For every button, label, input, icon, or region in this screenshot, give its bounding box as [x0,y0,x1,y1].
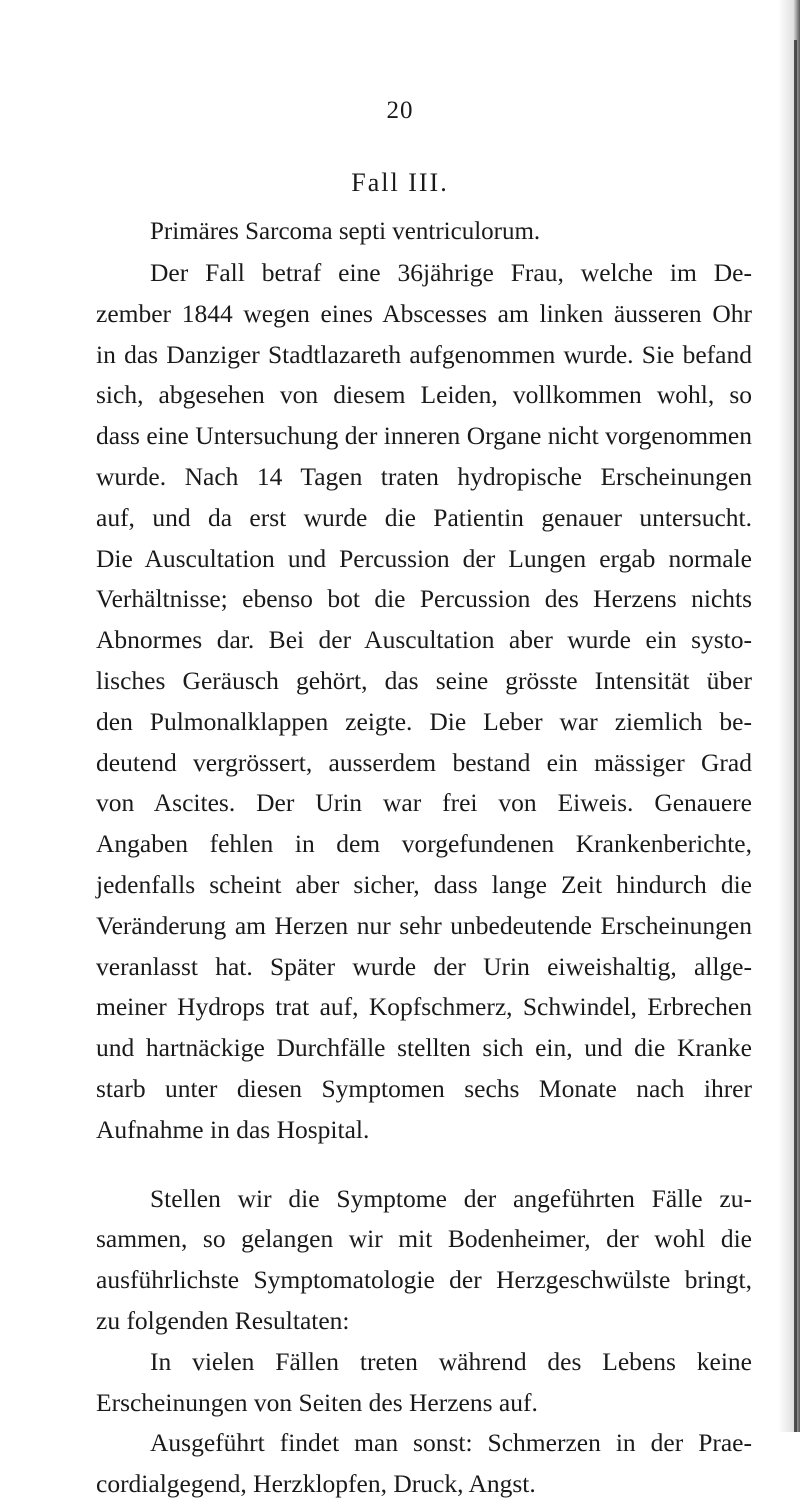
text-line: den Pulmonalklappen zeigte. Die Leber war ziemlich be- [96,707,752,736]
text-line: Abnormes dar. Bei der Auscultation aber wurde ein systo- [96,625,752,654]
text-line: Stellen wir die Symptome der angeführten Fälle zu- [150,1184,752,1213]
text-line: wurde. Nach 14 Tagen traten hydropische Erscheinungen [96,462,752,491]
text-line: In vielen Fällen treten während des Lebens keine [150,1347,752,1376]
text-line: zu folgenden Resultaten: [96,1306,350,1335]
text-line: Angaben fehlen in dem vorgefundenen Krankenberichte, [96,829,752,858]
text-line: cordialgegend, Herzklopfen, Druck, Angst. [96,1469,536,1498]
text-line: deutend vergrössert, ausserdem bestand ein mässiger Grad [96,748,752,777]
text-line: sich, abgesehen von diesem Leiden, vollkommen wohl, so [96,380,752,409]
text-line: Erscheinungen von Seiten des Herzens auf. [96,1388,538,1417]
page-edge-line [794,40,797,1432]
text-line: meiner Hydrops trat auf, Kopfschmerz, Schwindel, Erbrechen [96,992,752,1021]
text-line: Der Fall betraf eine 36jährige Frau, welche im De- [150,258,752,287]
text-line: starb unter diesen Symptomen sechs Monate nach ihrer [96,1074,752,1103]
text-line: sammen, so gelangen wir mit Bodenheimer, der wohl die [96,1224,752,1253]
text-line: Die Auscultation und Percussion der Lungen ergab normale [96,544,752,573]
text-line: in das Danziger Stadtlazareth aufgenommen wurde. Sie befand [96,340,752,369]
page-number: 20 [386,97,414,124]
text-line: Verhältnisse; ebenso bot die Percussion des Herzens nichts [96,584,752,613]
text-line: Ausgeführt findet man sonst: Schmerzen in der Prae- [150,1428,752,1457]
text-line: von Ascites. Der Urin war frei von Eiweis. Genauere [96,788,752,817]
text-line: Aufnahme in das Hospital. [96,1115,370,1144]
text-line: Veränderung am Herzen nur sehr unbedeutende Erscheinungen [96,911,752,940]
case-title: Fall III. [351,168,449,197]
text-line: dass eine Untersuchung der inneren Organe nicht vorgenommen [96,421,752,450]
text-line: ausführlichste Symptomatologie der Herzgeschwülste bringt, [96,1265,752,1294]
text-line: veranlasst hat. Später wurde der Urin eiweishaltig, allge- [96,952,752,981]
text-line: auf, und da erst wurde die Patientin genauer untersucht. [96,503,752,532]
case-subtitle: Primäres Sarcoma septi ventriculorum. [150,218,541,245]
text-line: und hartnäckige Durchfälle stellten sich ein, und die Kranke [96,1033,752,1062]
text-line: jedenfalls scheint aber sicher, dass lange Zeit hindurch die [96,870,752,899]
text-line: lisches Geräusch gehört, das seine grösste Intensität über [96,666,752,695]
text-line: zember 1844 wegen eines Abscesses am linken äusseren Ohr [96,299,752,328]
